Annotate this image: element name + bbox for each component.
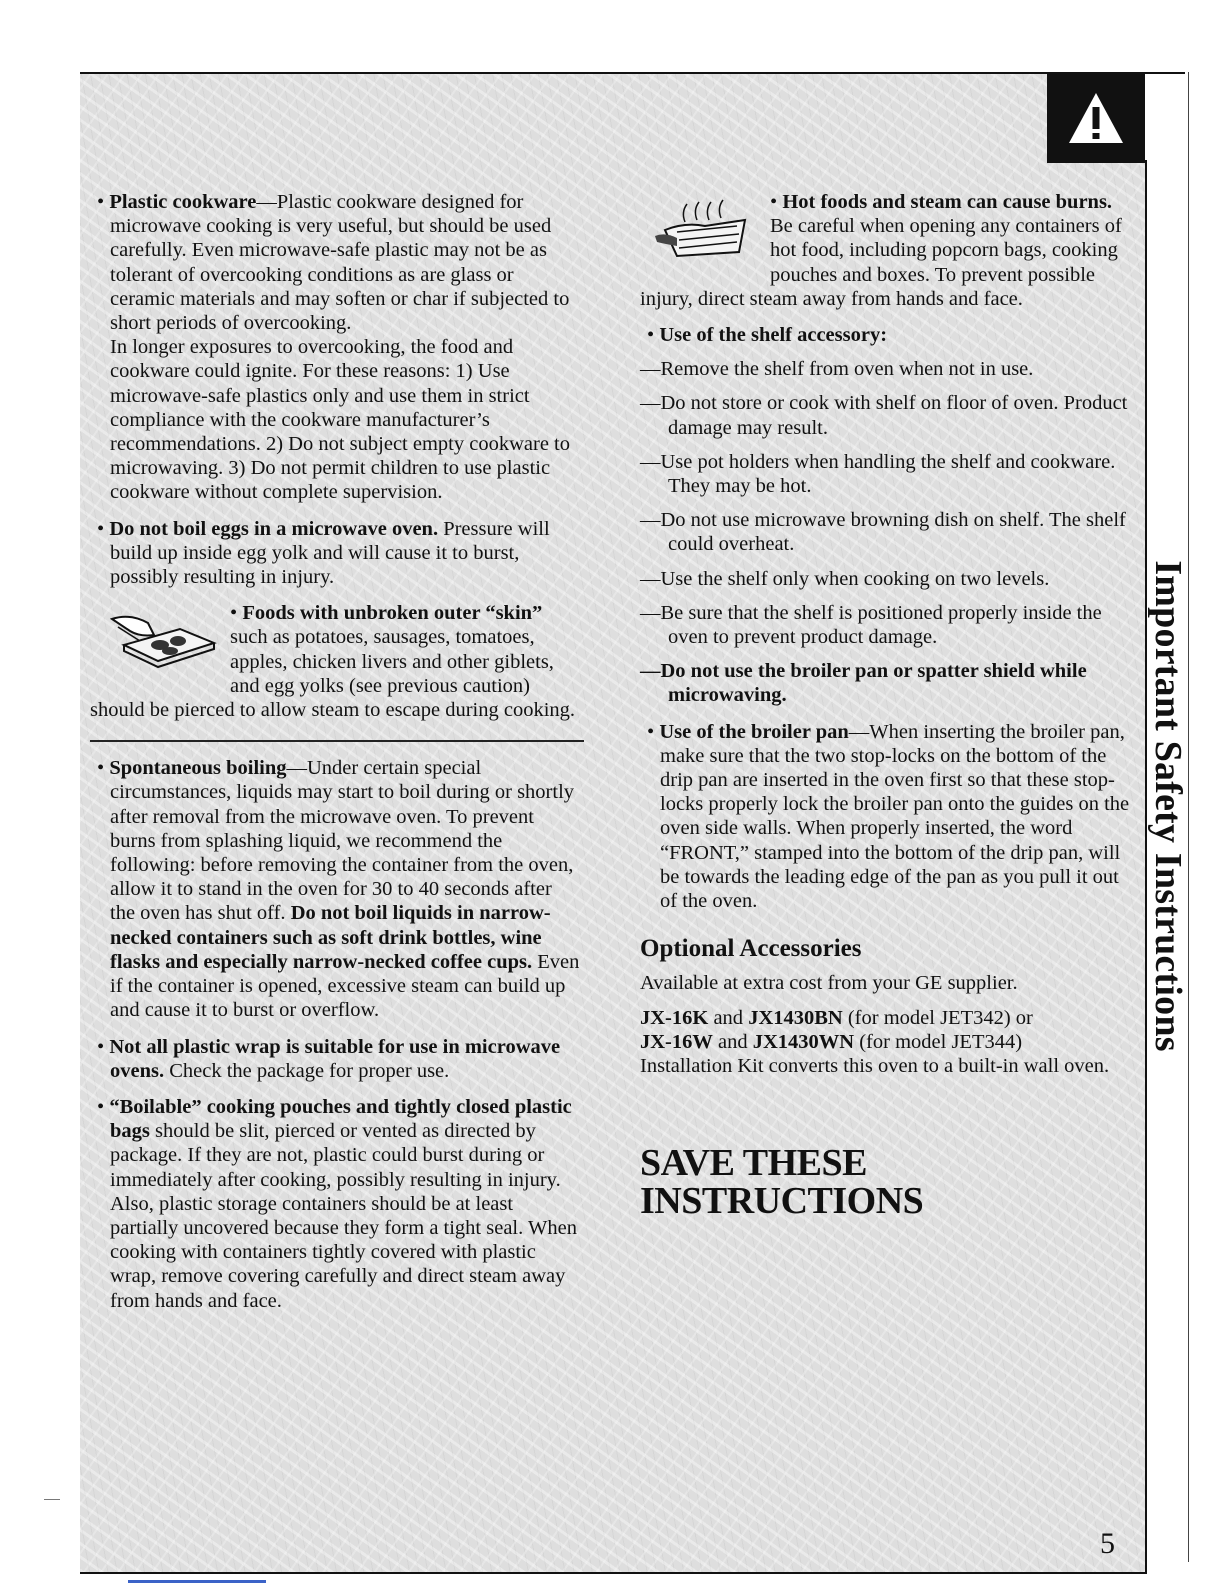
warning-icon bbox=[1047, 73, 1145, 163]
model-code: JX-16K bbox=[640, 1006, 709, 1029]
model-note: (for model JET344) bbox=[854, 1030, 1023, 1053]
conjunction: and bbox=[708, 1006, 749, 1029]
shelf-heading: Use of the shelf accessory: bbox=[659, 324, 888, 347]
eggs-heading: Do not boil eggs in a microwave oven. bbox=[109, 517, 439, 540]
model-code: JX-16W bbox=[640, 1030, 713, 1053]
scan-mark-blue bbox=[128, 1580, 266, 1583]
optional-models bbox=[640, 1006, 1130, 1079]
eggs-text: Pressure will build up inside egg yolk and will cause it to burst, possibly resulting in injury. bbox=[110, 517, 550, 589]
bottom-rule bbox=[80, 1572, 1145, 1574]
boiling-text: —Under certain special circumstances, liquids may start to boil during or shortly after removal from the microwave oven. To prevent burns from splashing liquid, we recommend the following: before removing the container from the oven, allow it to stand in the oven for 30 to 40 seconds after the oven has shut off. bbox=[110, 757, 575, 925]
side-title bbox=[1148, 0, 1188, 1584]
column-separator bbox=[90, 740, 584, 742]
save-line-1: SAVE THESE bbox=[640, 1142, 868, 1185]
boiling-heading: Spontaneous boiling bbox=[109, 757, 287, 780]
plastic-cookware-text: —Plastic cookware designed for microwave cooking is very useful, but should be used carefully. Even microwave-safe plastic may not be as tolerant of overcooking conditions as are glass or ceramic materials and may soften or char if subjected to short periods of overcooking. bbox=[110, 191, 570, 335]
shelf-item: —Do not store or cook with shelf on floor of oven. Product damage may result. bbox=[640, 392, 1128, 439]
shelf-item: —Use the shelf only when cooking on two levels. bbox=[640, 567, 1050, 590]
shelf-item-broiler-warning: —Do not use the broiler pan or spatter shield while microwaving. bbox=[640, 660, 1087, 707]
boiling-text-2: Even if the container is opened, excessive steam can build up and cause it to burst or overflow. bbox=[110, 950, 580, 1022]
hot-foods-body: Be careful when opening any containers of hot food, including popcorn bags, cooking pouches and boxes. To prevent possible injury, direct steam away from hands and face. bbox=[640, 215, 1122, 310]
boiling-bold-warning: Do not boil liquids in narrow-necked containers such as soft drink bottles, wine flasks and especially narrow-necked coffee cups. bbox=[110, 902, 551, 973]
plastic-cookware-heading: Plastic cookware bbox=[109, 191, 257, 213]
shelf-item: —Use pot holders when handling the shelf and cookware. They may be hot. bbox=[640, 450, 1116, 498]
top-rule bbox=[80, 72, 1185, 74]
model-code: JX1430WN bbox=[752, 1030, 855, 1053]
right-column bbox=[640, 190, 1130, 1223]
model-code: JX1430BN bbox=[748, 1006, 843, 1029]
potato-dish-icon bbox=[110, 607, 220, 673]
skin-body: such as potatoes, sausages, tomatoes, apples, chicken livers and other giblets, and egg yolks (see previous caution) should be pierced to allow steam to escape during cooking. bbox=[90, 626, 576, 722]
plastic-cookware-text-2: In longer exposures to overcooking, the food and cookware could ignite. For these reasons: 1) Use microwave-safe plastics only and use them in strict compliance with the cookware manufacturer’s recommendations. 2) Do not subject empty cookware to microwaving. 3) Do not permit children to use plastic cookware without complete supervision. bbox=[110, 336, 570, 504]
pouches-text: should be slit, pierced or vented as directed by package. If they are not, plastic could burst during or immediately after cooking, possibly resulting in injury. Also, plastic storage containers should be at least partially uncovered because they form a tight seal. When cooking with containers tightly covered with plastic wrap, remove covering carefully and direct steam away from hands and face. bbox=[110, 1120, 577, 1312]
hot-foods-heading: Hot foods and steam can cause burns. bbox=[782, 191, 1113, 213]
wrap-heading: Not all plastic wrap is suitable for use in microwave ovens. bbox=[109, 1035, 561, 1082]
steaming-basket-icon bbox=[655, 196, 750, 266]
eggs-item: • Do not boil eggs in a microwave oven. Pressure will build up inside egg yolk and will cause it to burst, possibly resulting in injury. bbox=[97, 517, 550, 589]
shelf-item: —Remove the shelf from oven when not in use. bbox=[640, 358, 1034, 381]
pouches-heading: “Boilable” cooking pouches and tightly closed plastic bags bbox=[109, 1095, 572, 1143]
skin-heading: Foods with unbroken outer “skin” bbox=[242, 602, 543, 625]
optional-available: Available at extra cost from your GE supplier. bbox=[640, 972, 1018, 995]
install-kit-text: Installation Kit converts this oven to a built-in wall oven. bbox=[640, 1055, 1110, 1078]
page-number: 5 bbox=[1100, 1527, 1115, 1560]
broiler-item: • Use of the broiler pan—When inserting the broiler pan, make sure that the two stop-locks on the bottom of the drip pan are inserted in the oven first so that these stop-locks properly lock the broiler pan onto the guides on the oven side walls. When properly inserted, the word “FRONT,” stamped into the bottom of the drip pan, will be towards the leading edge of the pan as you pull it out of the oven. bbox=[647, 720, 1130, 913]
save-line-2: INSTRUCTIONS bbox=[640, 1180, 924, 1223]
pouches-item: • “Boilable” cooking pouches and tightly closed plastic bags should be slit, pierced or vented as directed by package. If they are not, plastic could burst during or immediately after cooking, possibly resulting in injury. Also, plastic storage containers should be at least partially uncovered because they form a tight seal. When cooking with containers tightly covered with plastic wrap, remove covering carefully and direct steam away from hands and face. bbox=[97, 1095, 577, 1312]
broiler-heading: Use of the broiler pan bbox=[659, 720, 849, 743]
conjunction: and bbox=[712, 1030, 753, 1053]
broiler-text: —When inserting the broiler pan, make sure that the two stop-locks on the bottom of the drip pan are inserted in the oven first so that these stop-locks properly lock the broiler pan onto the guides on the oven side walls. When properly inserted, the word “FRONT,” stamped into the bottom of the drip pan, will be towards the leading edge of the pan as you pull it out of the oven. bbox=[660, 720, 1130, 913]
model-note: (for model JET342) or bbox=[842, 1006, 1033, 1029]
wrap-item: • Not all plastic wrap is suitable for use in microwave ovens. Check the package for proper use. bbox=[97, 1035, 561, 1082]
shelf-item: —Do not use microwave browning dish on shelf. The shelf could overheat. bbox=[640, 509, 1126, 556]
scan-mark bbox=[44, 1499, 60, 1500]
wrap-text: Check the package for proper use. bbox=[164, 1059, 450, 1082]
hot-foods-text: • Hot foods and steam can cause burns. Be careful when opening any containers of hot food, including popcorn bags, cooking pouches and boxes. To prevent possible injury, direct steam away from hands and face. bbox=[640, 191, 1122, 310]
side-title-text: Important Safety Instructions bbox=[1147, 560, 1189, 1052]
optional-accessories-heading: Optional Accessories bbox=[640, 935, 862, 963]
plastic-cookware-item: • Plastic cookware—Plastic cookware designed for microwave cooking is very useful, but should be used carefully. Even microwave-safe plastic may not be as tolerant of overcooking conditions as are glass or ceramic materials and may soften or char if subjected to short periods of overcooking. bbox=[97, 191, 570, 335]
shelf-heading-item: • Use of the shelf accessory: bbox=[647, 324, 888, 347]
skin-text: • Foods with unbroken outer “skin” such as potatoes, sausages, tomatoes, apples, chicken livers and other giblets, and egg yolks (see previous caution) should be pierced to allow steam to escape during cooking. bbox=[90, 602, 576, 722]
shelf-item: —Be sure that the shelf is positioned properly inside the oven to prevent product damage. bbox=[640, 601, 1102, 649]
hot-foods-item bbox=[640, 190, 1130, 311]
save-instructions-heading bbox=[640, 1142, 1130, 1223]
boiling-item: • Spontaneous boiling—Under certain special circumstances, liquids may start to boil during or shortly after removal from the microwave oven. To prevent burns from splashing liquid, we recommend the following: before removing the container from the oven, allow it to stand in the oven for 30 to 40 seconds after the oven has shut off. Do not boil liquids in narrow-necked containers such as soft drink bottles, wine flasks and especially narrow-necked coffee cups. Even if the container is opened, excessive steam can build up and cause it to burst or overflow. bbox=[97, 757, 580, 1022]
skin-item bbox=[90, 601, 580, 722]
left-column bbox=[90, 190, 580, 1313]
